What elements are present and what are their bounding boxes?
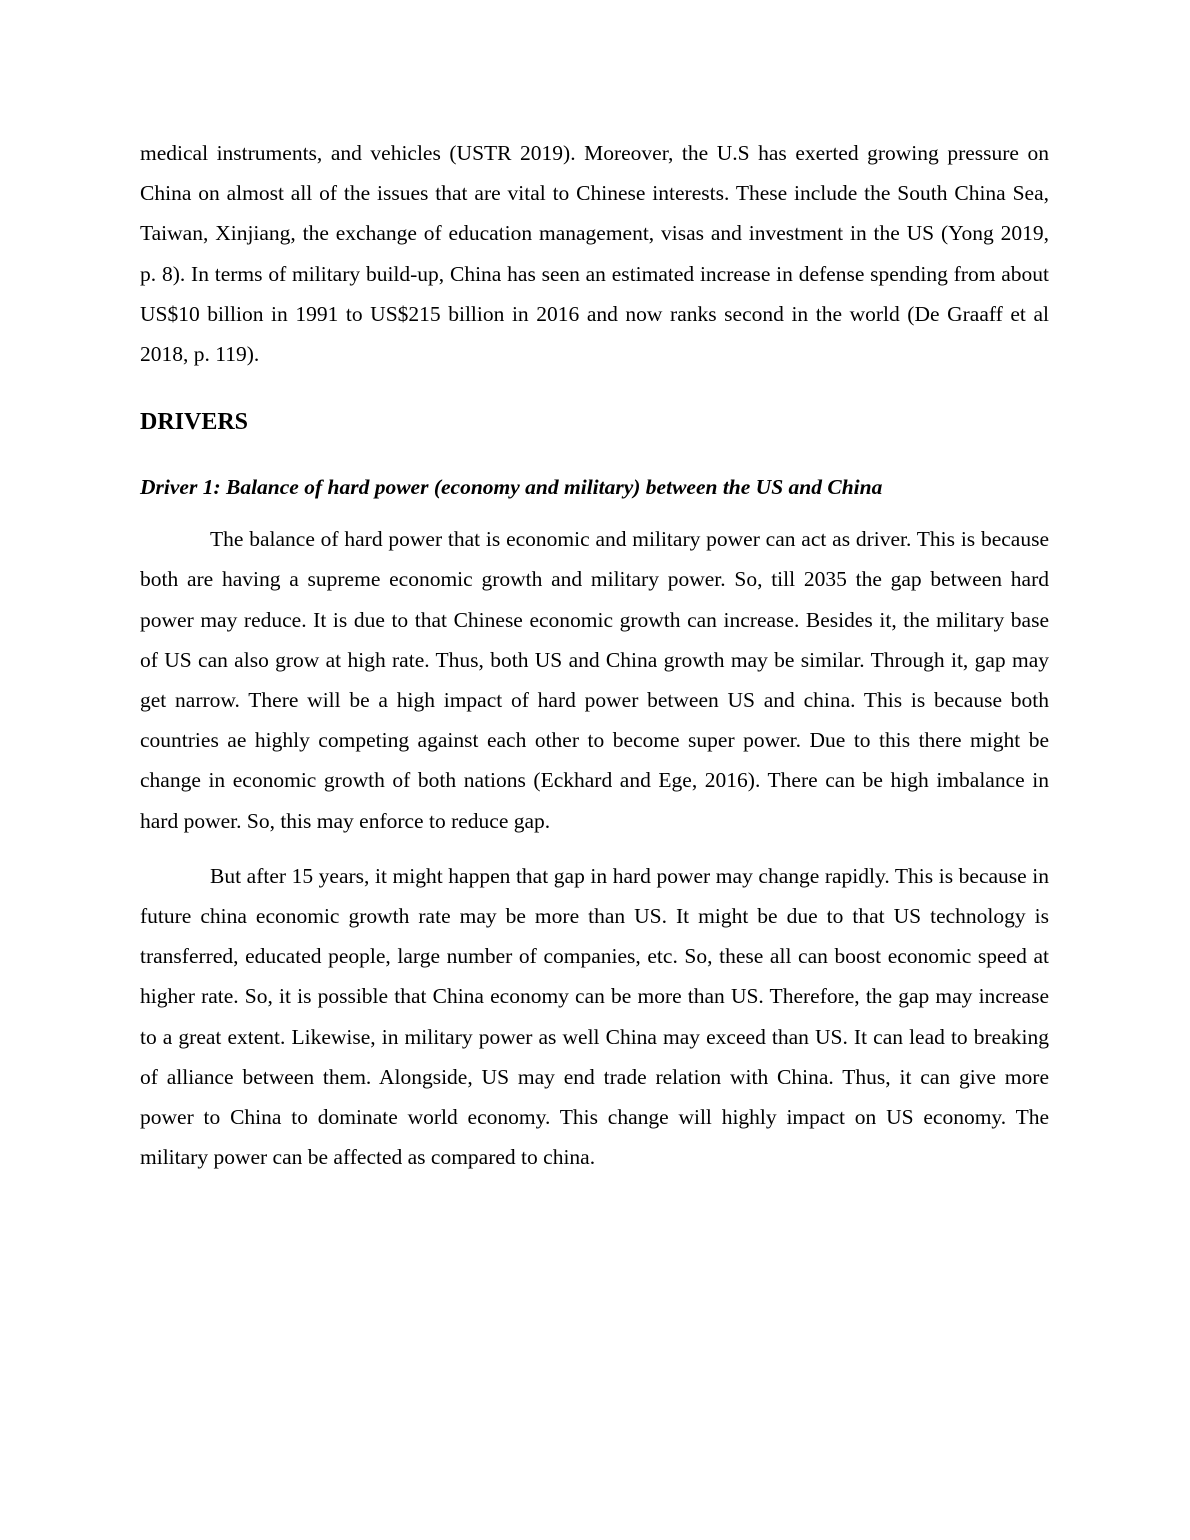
driver-1-paragraph-1: The balance of hard power that is economic and military power can act as driver. This is because both are having a supreme economic growth and military power. So, till 2035 the gap between hard power may reduce. It is due to that Chinese economic growth can increase. Besides it, the military base of US can also grow at high rate. Thus, both US and China growth may be similar. Through it, gap may get narrow. There will be a high impact of hard power between US and china. This is because both countries ae highly competing against each other to become super power. Due to this there might be change in economic growth of both nations (Eckhard and Ege, 2016). There can be high imbalance in hard power. So, this may enforce to reduce gap. — [140, 527, 1049, 833]
intro-paragraph: medical instruments, and vehicles (USTR 2019). Moreover, the U.S has exerted growing pressure on China on almost all of the issues that are vital to Chinese interests. These include the South China Sea, Taiwan, Xinjiang, the exchange of education management, visas and investment in the US (Yong 2019, p. 8). In terms of military build-up, China has seen an estimated increase in defense spending from about US$10 billion in 1991 to US$215 billion in 2016 and now ranks second in the world (De Graaff et al 2018, p. 119). — [140, 141, 1049, 367]
document-body — [140, 133, 1049, 1177]
driver-1-heading: Driver 1: Balance of hard power (economy and military) between the US and China — [140, 475, 883, 500]
driver-1-paragraph-2: But after 15 years, it might happen that gap in hard power may change rapidly. This is because in future china economic growth rate may be more than US. It might be due to that US technology is transferred, educated people, large number of companies, etc. So, these all can boost economic speed at higher rate. So, it is possible that China economy can be more than US. Therefore, the gap may increase to a great extent. Likewise, in military power as well China may exceed than US. It can lead to breaking of alliance between them. Alongside, US may end trade relation with China. Thus, it can give more power to China to dominate world economy. This change will highly impact on US economy. The military power can be affected as compared to china. — [140, 863, 1049, 1170]
section-heading-drivers: DRIVERS — [140, 409, 249, 436]
